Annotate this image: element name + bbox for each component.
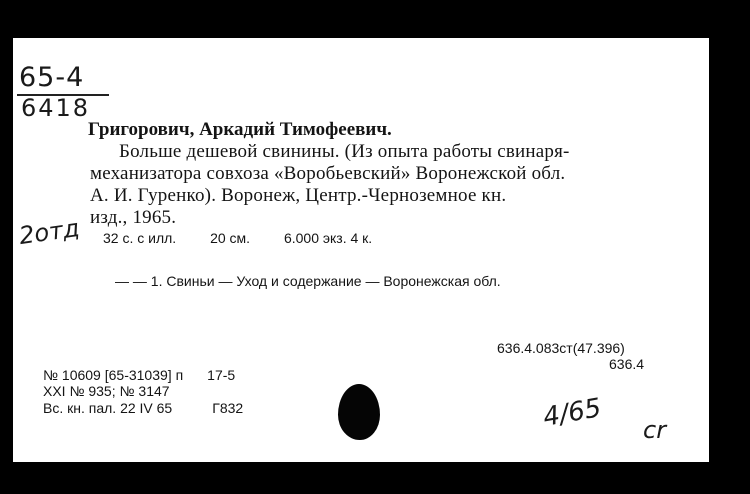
author-heading: Григорович, Аркадий Тимофеевич. [88, 119, 392, 140]
classification-code-2: 636.4 [609, 356, 645, 372]
title-line-2: механизатора совхоза «Воробьевский» Воронежской обл. [90, 163, 566, 184]
title-line-4: изд., 1965. [90, 207, 177, 228]
publisher-number: № 10609 [65-31039] п [43, 367, 184, 383]
handwritten-margin-note: 2отд [17, 213, 82, 251]
collation-copies: 6.000 экз. 4 к. [283, 230, 373, 246]
collation-size: 20 см. [210, 230, 251, 246]
collation-pages: 32 с. с илл. [103, 230, 177, 246]
publisher-code: 17-5 [207, 367, 236, 383]
chamber-code: Г832 [212, 400, 244, 416]
ink-blot-stamp [338, 384, 380, 440]
subject-heading: — — 1. Свиньи — Уход и содержание — Воронежская обл. [115, 273, 501, 289]
publisher-info-line-3 [43, 400, 243, 416]
catalog-card [13, 38, 709, 462]
handwritten-inventory-number: 6418 [21, 94, 91, 122]
publisher-info-line-2: XXI № 935; № 3147 [43, 383, 170, 399]
handwritten-signature-tail: cr [643, 416, 667, 444]
classification-code-1: 636.4.083ст(47.396) [497, 340, 625, 356]
chamber-date: Вс. кн. пал. 22 IV 65 [43, 400, 173, 416]
publisher-info-line-1 [43, 367, 235, 383]
handwritten-call-number: 65-4 [19, 62, 85, 93]
collation [103, 230, 402, 246]
handwritten-signature: 4/65 [540, 393, 604, 433]
title-line-1: Больше дешевой свинины. (Из опыта работы свинаря- [119, 141, 570, 162]
title-line-3: А. И. Гуренко). Воронеж, Центр.-Черноземное кн. [90, 185, 507, 206]
